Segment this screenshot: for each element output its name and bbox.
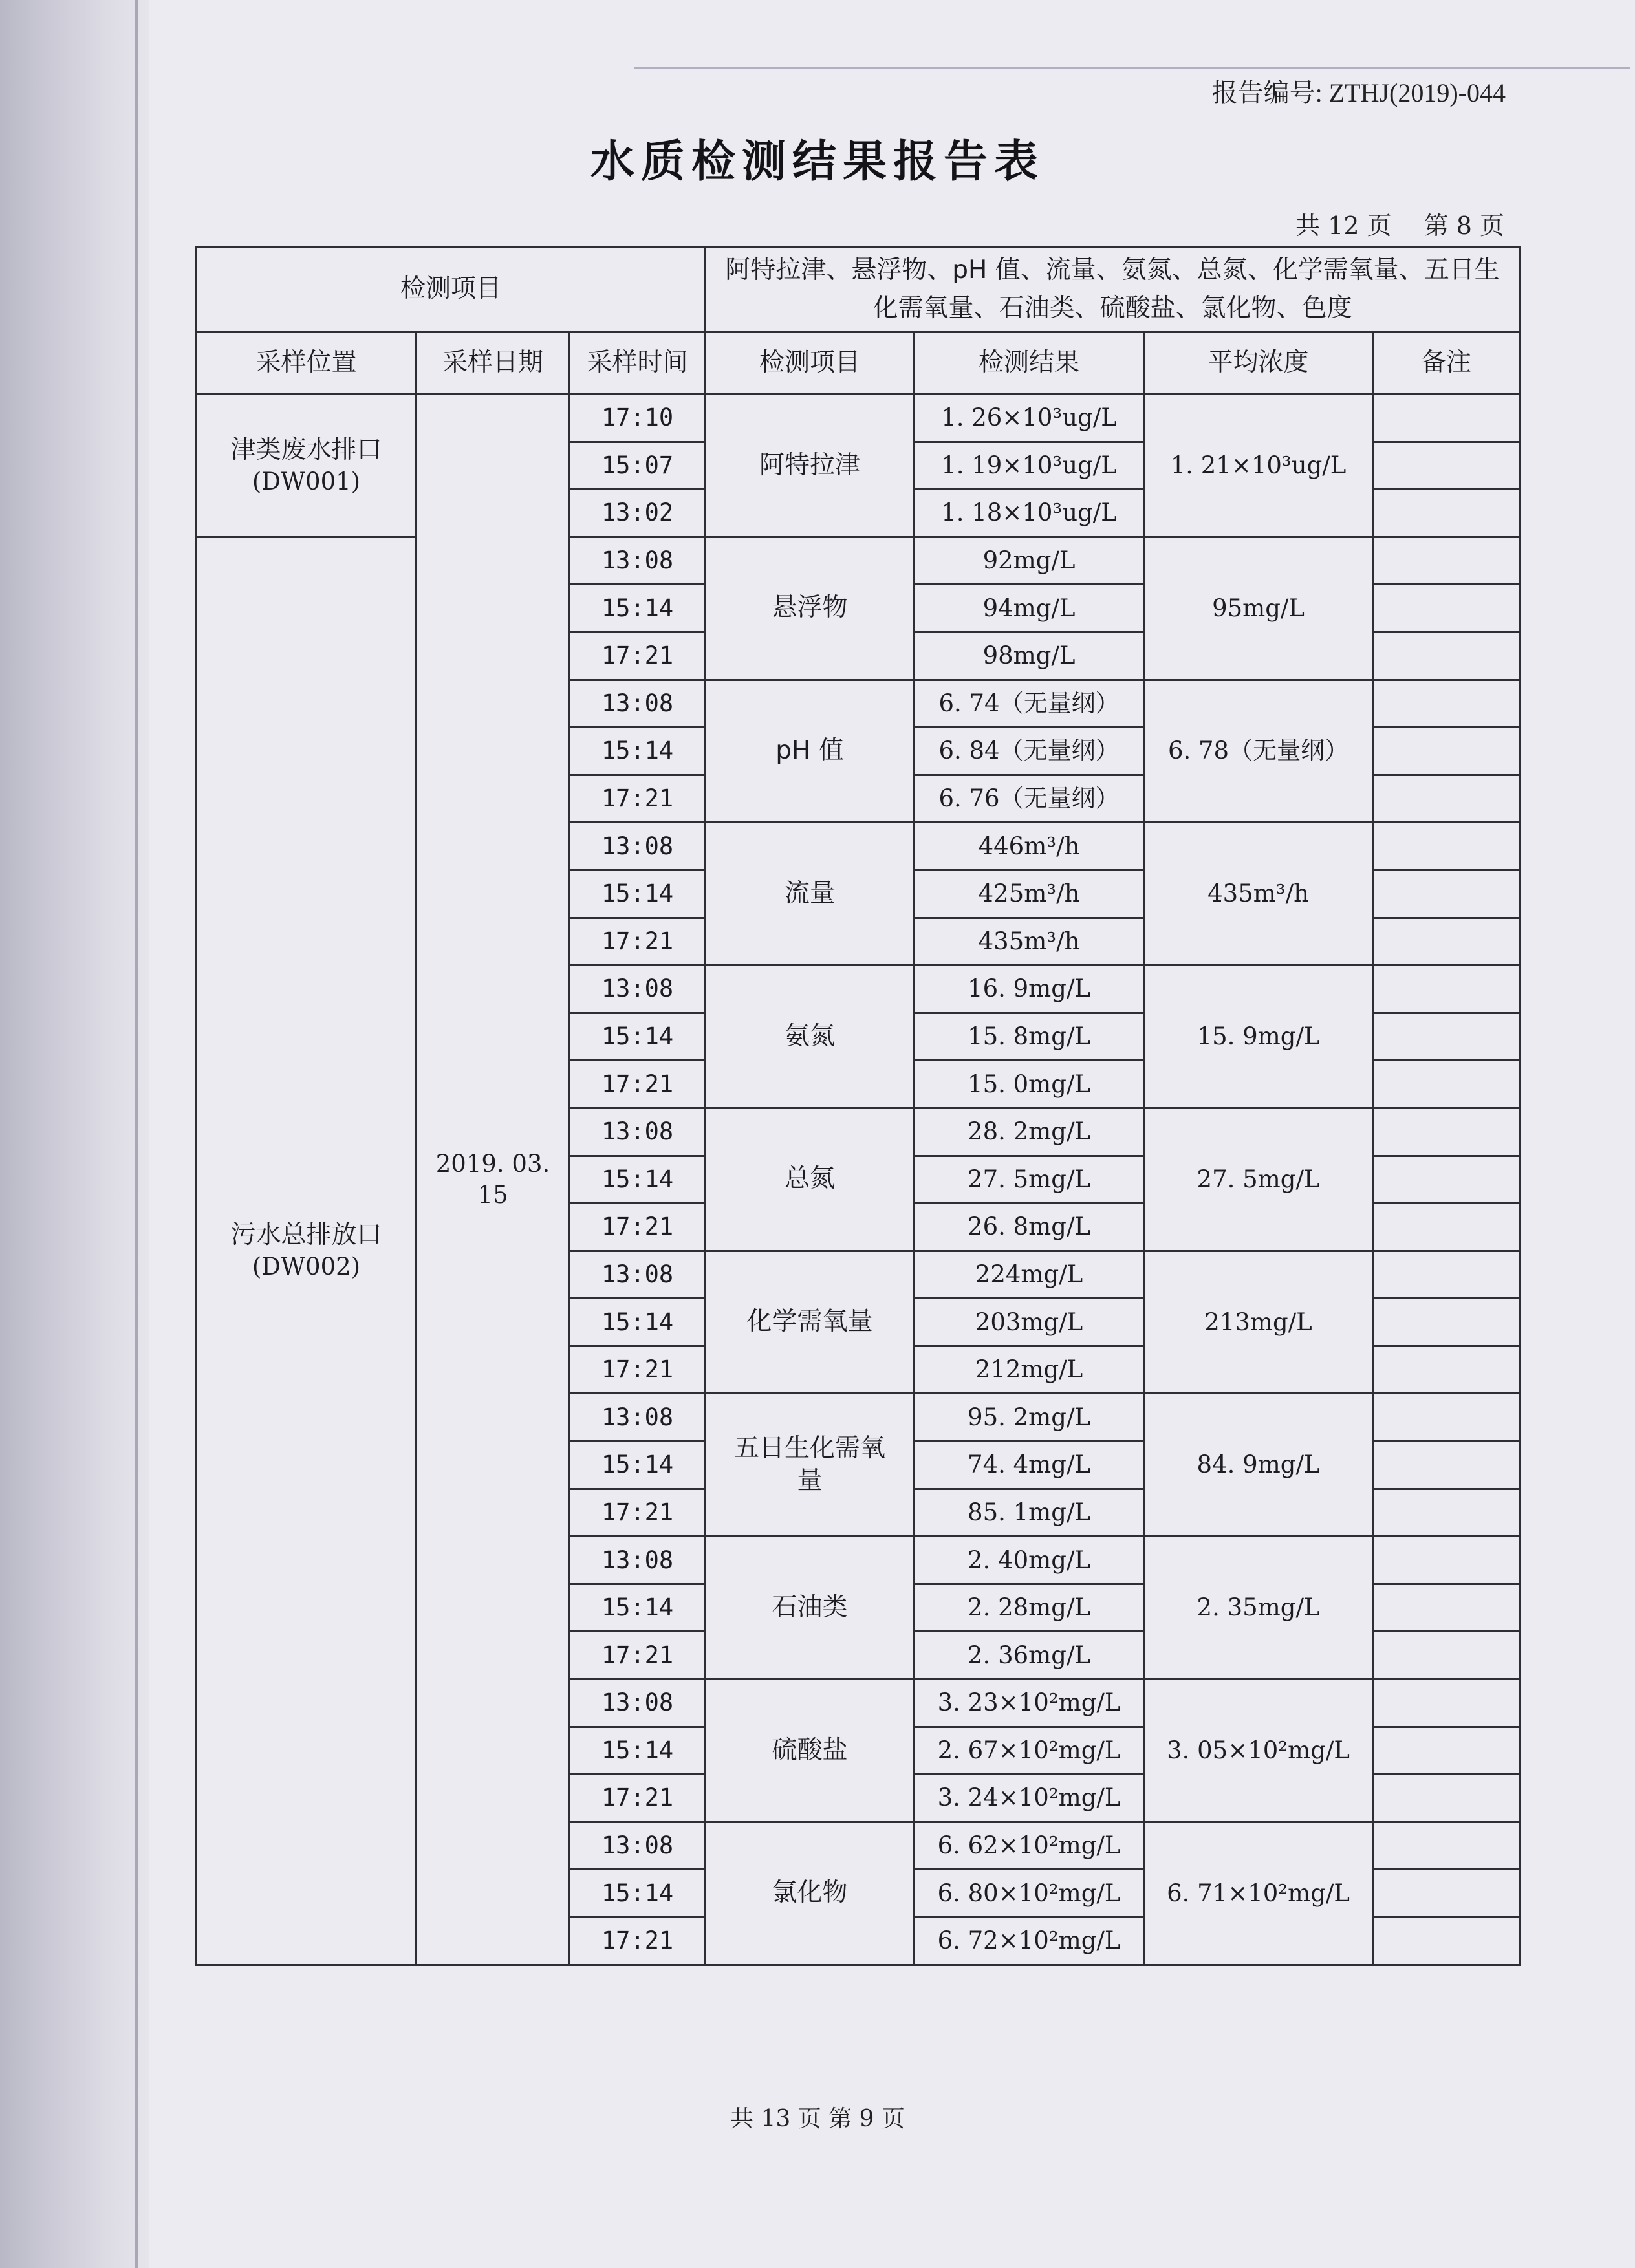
sample-time: 13:08 xyxy=(570,823,706,870)
location-name: 津类废水排口 xyxy=(230,435,382,464)
sample-time: 15:14 xyxy=(570,1584,706,1632)
binding-edge xyxy=(135,0,138,2268)
average-concentration: 6. 71×10²mg/L xyxy=(1144,1822,1373,1965)
sample-time: 15:14 xyxy=(570,1870,706,1917)
test-result: 98mg/L xyxy=(915,632,1144,680)
remark-cell xyxy=(1373,394,1520,442)
test-item: 悬浮物 xyxy=(706,537,915,680)
test-result: 2. 36mg/L xyxy=(915,1632,1144,1679)
page-footer: 共 13 页 第 9 页 xyxy=(730,2106,905,2132)
test-result: 1. 26×10³ug/L xyxy=(915,394,1144,442)
test-result: 74. 4mg/L xyxy=(915,1442,1144,1489)
remark-cell xyxy=(1373,728,1520,775)
sample-time: 17:21 xyxy=(570,775,706,823)
sample-time: 15:07 xyxy=(570,442,706,490)
remark-cell xyxy=(1373,918,1520,966)
table-row xyxy=(197,537,1520,585)
test-item: 氨氮 xyxy=(706,966,915,1108)
sample-time: 15:14 xyxy=(570,870,706,918)
remark-cell xyxy=(1373,537,1520,585)
column-header: 采样位置 xyxy=(197,332,417,394)
sample-time: 15:14 xyxy=(570,728,706,775)
sample-time: 15:14 xyxy=(570,1013,706,1061)
page-count: 共 12 页 第 8 页 xyxy=(1295,211,1504,240)
test-result: 15. 0mg/L xyxy=(915,1061,1144,1108)
remark-cell xyxy=(1373,1013,1520,1061)
remark-cell xyxy=(1373,1679,1520,1727)
test-result: 16. 9mg/L xyxy=(915,966,1144,1013)
remark-cell xyxy=(1373,1917,1520,1965)
remark-cell xyxy=(1373,1299,1520,1346)
remark-cell xyxy=(1373,585,1520,632)
test-result: 1. 19×10³ug/L xyxy=(915,442,1144,490)
sample-time: 17:21 xyxy=(570,918,706,966)
sample-date: 2019. 03. 15 xyxy=(417,394,570,1965)
remark-cell xyxy=(1373,1632,1520,1679)
column-header: 采样时间 xyxy=(570,332,706,394)
test-result: 6. 62×10²mg/L xyxy=(915,1822,1144,1870)
sample-time: 13:08 xyxy=(570,966,706,1013)
header-rule xyxy=(634,67,1630,69)
test-result: 28. 2mg/L xyxy=(915,1108,1144,1156)
test-item: 流量 xyxy=(706,823,915,966)
average-concentration: 213mg/L xyxy=(1144,1251,1373,1394)
remark-cell xyxy=(1373,1251,1520,1299)
sample-time: 17:21 xyxy=(570,1632,706,1679)
test-result: 2. 40mg/L xyxy=(915,1537,1144,1584)
average-concentration: 15. 9mg/L xyxy=(1144,966,1373,1108)
sample-time: 17:21 xyxy=(570,1346,706,1394)
column-header: 平均浓度 xyxy=(1144,332,1373,394)
remark-cell xyxy=(1373,1727,1520,1775)
sample-time: 15:14 xyxy=(570,1156,706,1204)
test-item: 总氮 xyxy=(706,1108,915,1251)
average-concentration: 84. 9mg/L xyxy=(1144,1394,1373,1537)
test-item: 五日生化需氧量 xyxy=(706,1394,915,1537)
test-result: 27. 5mg/L xyxy=(915,1156,1144,1204)
test-item: 阿特拉津 xyxy=(706,394,915,537)
remark-cell xyxy=(1373,1204,1520,1251)
remark-cell xyxy=(1373,632,1520,680)
sample-time: 15:14 xyxy=(570,585,706,632)
test-result: 2. 67×10²mg/L xyxy=(915,1727,1144,1775)
remark-cell xyxy=(1373,1108,1520,1156)
test-result: 94mg/L xyxy=(915,585,1144,632)
test-result: 435m³/h xyxy=(915,918,1144,966)
average-concentration: 6. 78（无量纲） xyxy=(1144,680,1373,823)
location-code: (DW002) xyxy=(252,1253,361,1281)
test-item: pH 值 xyxy=(706,680,915,823)
sample-time: 17:21 xyxy=(570,1917,706,1965)
column-header: 检测结果 xyxy=(915,332,1144,394)
remark-cell xyxy=(1373,1775,1520,1822)
test-result: 6. 74（无量纲） xyxy=(915,680,1144,728)
test-item: 氯化物 xyxy=(706,1822,915,1965)
test-result: 15. 8mg/L xyxy=(915,1013,1144,1061)
column-header-row xyxy=(197,332,1520,394)
remark-cell xyxy=(1373,823,1520,870)
test-result: 3. 23×10²mg/L xyxy=(915,1679,1144,1727)
sample-time: 15:14 xyxy=(570,1299,706,1346)
table-row xyxy=(197,394,1520,442)
test-result: 2. 28mg/L xyxy=(915,1584,1144,1632)
sample-time: 13:08 xyxy=(570,537,706,585)
average-concentration: 3. 05×10²mg/L xyxy=(1144,1679,1373,1822)
remark-cell xyxy=(1373,680,1520,728)
average-concentration: 435m³/h xyxy=(1144,823,1373,966)
average-concentration: 2. 35mg/L xyxy=(1144,1537,1373,1679)
remark-cell xyxy=(1373,1870,1520,1917)
remark-cell xyxy=(1373,775,1520,823)
sample-time: 17:21 xyxy=(570,1061,706,1108)
sample-time: 17:21 xyxy=(570,1489,706,1537)
location-name: 污水总排放口 xyxy=(230,1220,382,1249)
test-result: 446m³/h xyxy=(915,823,1144,870)
page-title: 水质检测结果报告表 xyxy=(590,136,1045,188)
test-result: 6. 84（无量纲） xyxy=(915,728,1144,775)
test-result: 6. 76（无量纲） xyxy=(915,775,1144,823)
sample-time: 13:08 xyxy=(570,1679,706,1727)
sample-time: 17:21 xyxy=(570,1204,706,1251)
remark-cell xyxy=(1373,870,1520,918)
sample-time: 13:08 xyxy=(570,680,706,728)
sample-time: 15:14 xyxy=(570,1727,706,1775)
test-result: 203mg/L xyxy=(915,1299,1144,1346)
column-header: 备注 xyxy=(1373,332,1520,394)
remark-cell xyxy=(1373,1584,1520,1632)
items-row xyxy=(197,247,1520,332)
test-result: 92mg/L xyxy=(915,537,1144,585)
remark-cell xyxy=(1373,1156,1520,1204)
results-table xyxy=(195,246,1521,1966)
report-number: 报告编号: ZTHJ(2019)-044 xyxy=(1211,78,1506,107)
sample-time: 17:21 xyxy=(570,1775,706,1822)
column-header: 采样日期 xyxy=(417,332,570,394)
items-label: 检测项目 xyxy=(197,247,706,332)
test-result: 3. 24×10²mg/L xyxy=(915,1775,1144,1822)
sample-time: 17:10 xyxy=(570,394,706,442)
location-cell xyxy=(197,537,417,1965)
test-result: 425m³/h xyxy=(915,870,1144,918)
remark-cell xyxy=(1373,966,1520,1013)
test-result: 6. 72×10²mg/L xyxy=(915,1917,1144,1965)
sample-time: 13:08 xyxy=(570,1822,706,1870)
test-result: 212mg/L xyxy=(915,1346,1144,1394)
test-result: 6. 80×10²mg/L xyxy=(915,1870,1144,1917)
test-item: 硫酸盐 xyxy=(706,1679,915,1822)
sample-time: 13:02 xyxy=(570,490,706,537)
remark-cell xyxy=(1373,490,1520,537)
remark-cell xyxy=(1373,1346,1520,1394)
sample-time: 13:08 xyxy=(570,1394,706,1442)
test-result: 85. 1mg/L xyxy=(915,1489,1144,1537)
remark-cell xyxy=(1373,1489,1520,1537)
location-code: (DW001) xyxy=(252,468,361,496)
average-concentration: 27. 5mg/L xyxy=(1144,1108,1373,1251)
test-result: 26. 8mg/L xyxy=(915,1204,1144,1251)
remark-cell xyxy=(1373,1537,1520,1584)
remark-cell xyxy=(1373,1442,1520,1489)
test-item: 化学需氧量 xyxy=(706,1251,915,1394)
average-concentration: 95mg/L xyxy=(1144,537,1373,680)
column-header: 检测项目 xyxy=(706,332,915,394)
test-result: 224mg/L xyxy=(915,1251,1144,1299)
test-result: 95. 2mg/L xyxy=(915,1394,1144,1442)
average-concentration: 1. 21×10³ug/L xyxy=(1144,394,1373,537)
sample-time: 13:08 xyxy=(570,1108,706,1156)
remark-cell xyxy=(1373,1822,1520,1870)
sample-time: 17:21 xyxy=(570,632,706,680)
sample-time: 13:08 xyxy=(570,1537,706,1584)
test-result: 1. 18×10³ug/L xyxy=(915,490,1144,537)
remark-cell xyxy=(1373,442,1520,490)
test-item: 石油类 xyxy=(706,1537,915,1679)
remark-cell xyxy=(1373,1061,1520,1108)
binding-gutter xyxy=(0,0,149,2268)
sample-time: 15:14 xyxy=(570,1442,706,1489)
sample-time: 13:08 xyxy=(570,1251,706,1299)
items-value: 阿特拉津、悬浮物、pH 值、流量、氨氮、总氮、化学需氧量、五日生化需氧量、石油类、硫酸盐、氯化物、色度 xyxy=(706,247,1520,332)
remark-cell xyxy=(1373,1394,1520,1442)
location-cell xyxy=(197,394,417,537)
